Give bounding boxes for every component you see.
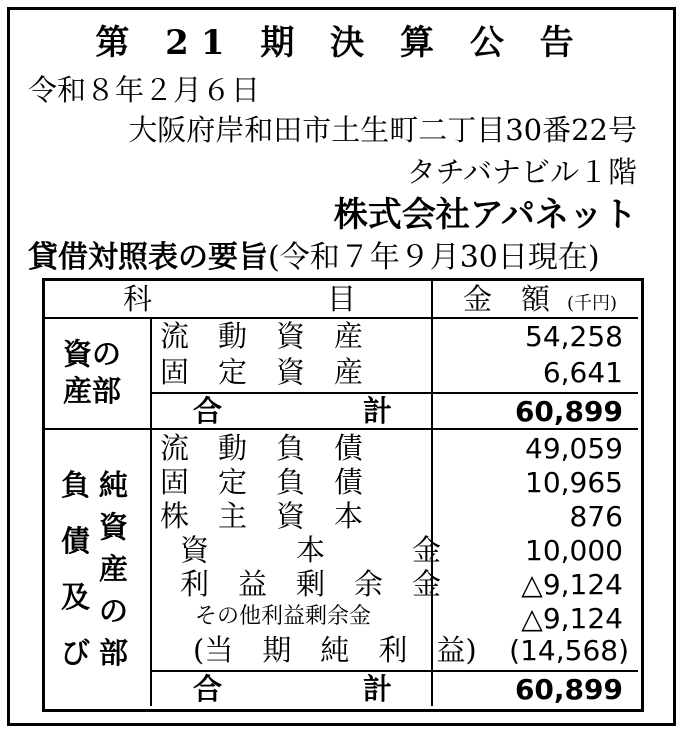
row-value-net-income: (14,568)	[509, 634, 629, 667]
group-column-divider	[150, 317, 152, 706]
row-value-capital: 10,000	[525, 534, 623, 567]
row-label-retained-earnings: 利 益 剰 余 金	[180, 567, 442, 601]
row-label-fixed-liabilities: 固 定 負 債	[160, 465, 364, 499]
liab-label-col1-3: び	[61, 636, 91, 670]
balance-sheet-table	[42, 278, 644, 712]
row-value-current-assets: 54,258	[525, 320, 623, 353]
header-account-a: 科	[123, 282, 153, 316]
liab-label-col2-1: 資	[99, 510, 129, 544]
liab-total-label-b: 計	[363, 672, 393, 706]
row-value-shareholders-equity: 876	[569, 500, 623, 533]
row-value-other-retained-earnings: △9,124	[521, 602, 623, 635]
row-value-fixed-liabilities: 10,965	[525, 466, 623, 499]
row-label-net-income: (当 期 純 利 益)	[193, 633, 477, 667]
row-value-current-liabilities: 49,059	[525, 432, 623, 465]
notice-date: 令和８年２月６日	[28, 73, 261, 107]
liab-label-col2-0: 純	[99, 468, 129, 502]
subtitle-period: (令和７年９月30日現在)	[268, 240, 600, 275]
liab-label-col1-0: 負	[61, 468, 91, 502]
row-label-capital: 資 本 金	[180, 533, 442, 567]
row-value-retained-earnings: △9,124	[521, 568, 623, 601]
assets-total-value: 60,899	[514, 395, 623, 428]
liab-total-value: 60,899	[514, 673, 623, 706]
section-divider	[45, 428, 638, 430]
liab-label-col2-4: 部	[99, 636, 129, 670]
company-name: 株式会社アパネット	[333, 195, 637, 235]
liab-label-col2-2: 産	[99, 552, 129, 586]
balance-sheet-subtitle	[28, 240, 600, 275]
row-label-shareholders-equity: 株 主 資 本	[160, 499, 364, 533]
liab-label-col2-3: の	[99, 594, 129, 628]
row-label-other-retained-earnings: その他利益剰余金	[195, 604, 372, 629]
assets-group-label-1: 資の	[63, 337, 122, 371]
notice-title: 第 21 期 決 算 公 告	[95, 23, 586, 63]
liab-label-col1-2: 及	[61, 580, 91, 614]
row-label-current-assets: 流 動 資 産	[160, 319, 364, 353]
header-unit: (千円)	[567, 293, 618, 314]
liab-label-col1-1: 債	[61, 524, 91, 558]
row-label-current-liabilities: 流 動 負 債	[160, 431, 364, 465]
liabilities-subtotal-divider	[150, 670, 638, 672]
assets-subtotal-divider	[150, 392, 638, 394]
assets-total-label-b: 計	[363, 394, 393, 428]
assets-total-label-a: 合	[193, 394, 223, 428]
company-building: タチバナビル１階	[406, 155, 637, 189]
header-account-b: 目	[327, 282, 357, 316]
row-label-fixed-assets: 固 定 資 産	[160, 355, 364, 389]
row-value-fixed-assets: 6,641	[542, 356, 623, 389]
subtitle-main: 貸借対照表の要旨	[28, 240, 268, 275]
liab-total-label-a: 合	[193, 672, 223, 706]
header-amount: 金 額	[463, 282, 551, 316]
assets-group-label-2: 産部	[63, 374, 122, 408]
company-address: 大阪府岸和田市土生町二丁目30番22号	[128, 113, 637, 147]
